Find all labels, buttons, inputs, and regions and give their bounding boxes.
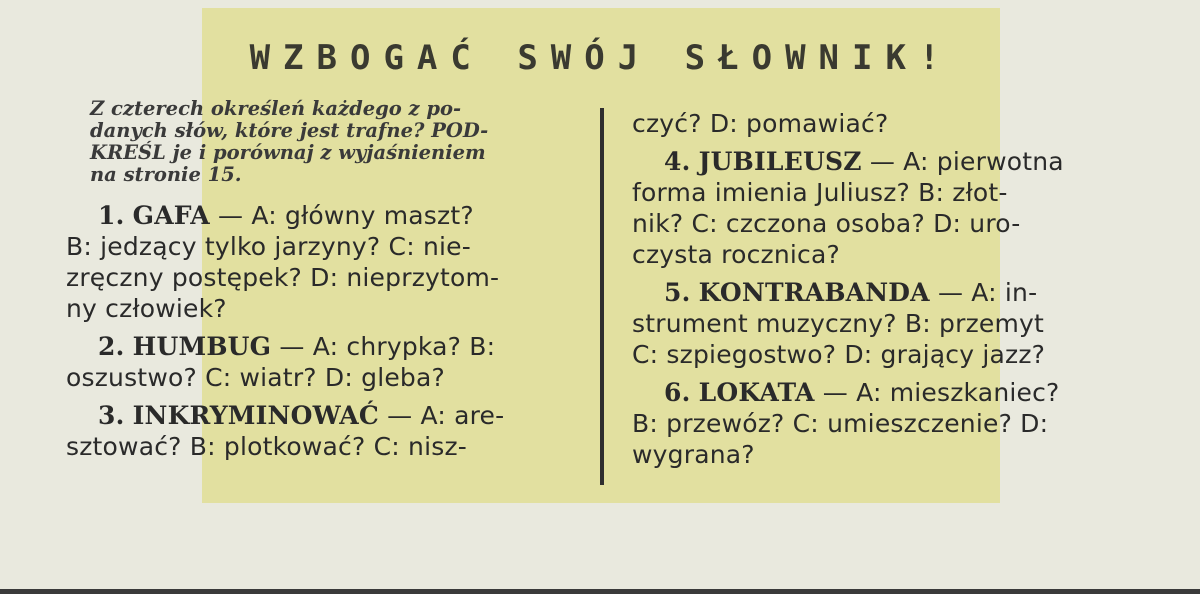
entry-number: 5. xyxy=(664,278,691,307)
entry-kontrabanda xyxy=(632,277,1157,370)
entry-text: — A: are- xyxy=(387,401,505,430)
entry-text: nik? C: czczona osoba? D: uro- xyxy=(632,209,1021,238)
entry-text: oszustwo? C: wiatr? D: gleba? xyxy=(66,363,445,392)
instructions-line: danych słów, które jest trafne? POD- xyxy=(90,119,489,142)
entry-continuation xyxy=(632,108,1157,139)
entry-text: — A: chrypka? B: xyxy=(279,332,496,361)
entry-number: 1. xyxy=(98,201,125,230)
column-divider xyxy=(600,108,604,485)
entry-number: 2. xyxy=(98,332,125,361)
entry-text: zręczny postępek? D: nieprzytom- xyxy=(66,263,500,292)
entry-headword: GAFA xyxy=(132,201,210,230)
entry-headword: HUMBUG xyxy=(132,332,272,361)
entry-text: forma imienia Juliusz? B: złot- xyxy=(632,178,1008,207)
entry-text: — A: pierwotna xyxy=(869,147,1064,176)
entry-text: strument muzyczny? B: przemyt xyxy=(632,309,1045,338)
entry-text: B: przewóz? C: umieszczenie? D: xyxy=(632,409,1049,438)
page-title: WZBOGAĆ SWÓJ SŁOWNIK! xyxy=(249,38,953,78)
entry-text: B: jedzący tylko jarzyny? C: nie- xyxy=(66,232,471,261)
instructions-line: na stronie 15. xyxy=(90,163,242,186)
instructions-line: Z czterech określeń każdego z po- xyxy=(90,97,462,120)
entry-jubileusz xyxy=(632,146,1157,270)
entry-lokata xyxy=(632,377,1157,470)
entry-headword: JUBILEUSZ xyxy=(698,147,862,176)
entry-number: 6. xyxy=(664,378,691,407)
entry-text: — A: mieszkaniec? xyxy=(822,378,1060,407)
entry-text: sztować? B: plotkować? C: nisz- xyxy=(66,432,467,461)
entry-number: 3. xyxy=(98,401,125,430)
right-column xyxy=(632,108,1157,477)
entry-text: — A: in- xyxy=(937,278,1038,307)
entry-inkryminowac xyxy=(66,400,588,462)
entry-text: czyć? D: pomawiać? xyxy=(632,109,889,138)
entry-text: ny człowiek? xyxy=(66,294,227,323)
entry-text: — A: główny maszt? xyxy=(218,201,474,230)
entry-headword: LOKATA xyxy=(698,378,815,407)
entry-text: C: szpiegostwo? D: grający jazz? xyxy=(632,340,1046,369)
entry-number: 4. xyxy=(664,147,691,176)
instructions-line: KREŚL je i porównaj z wyjaśnieniem xyxy=(90,141,486,164)
entry-gafa xyxy=(66,200,588,324)
entry-headword: INKRYMINOWAĆ xyxy=(132,401,379,430)
entry-text: czysta rocznica? xyxy=(632,240,840,269)
left-column xyxy=(66,98,588,469)
entry-text: wygrana? xyxy=(632,440,755,469)
entry-humbug xyxy=(66,331,588,393)
entry-headword: KONTRABANDA xyxy=(698,278,930,307)
page-edge xyxy=(0,589,1200,594)
instructions xyxy=(66,98,588,186)
